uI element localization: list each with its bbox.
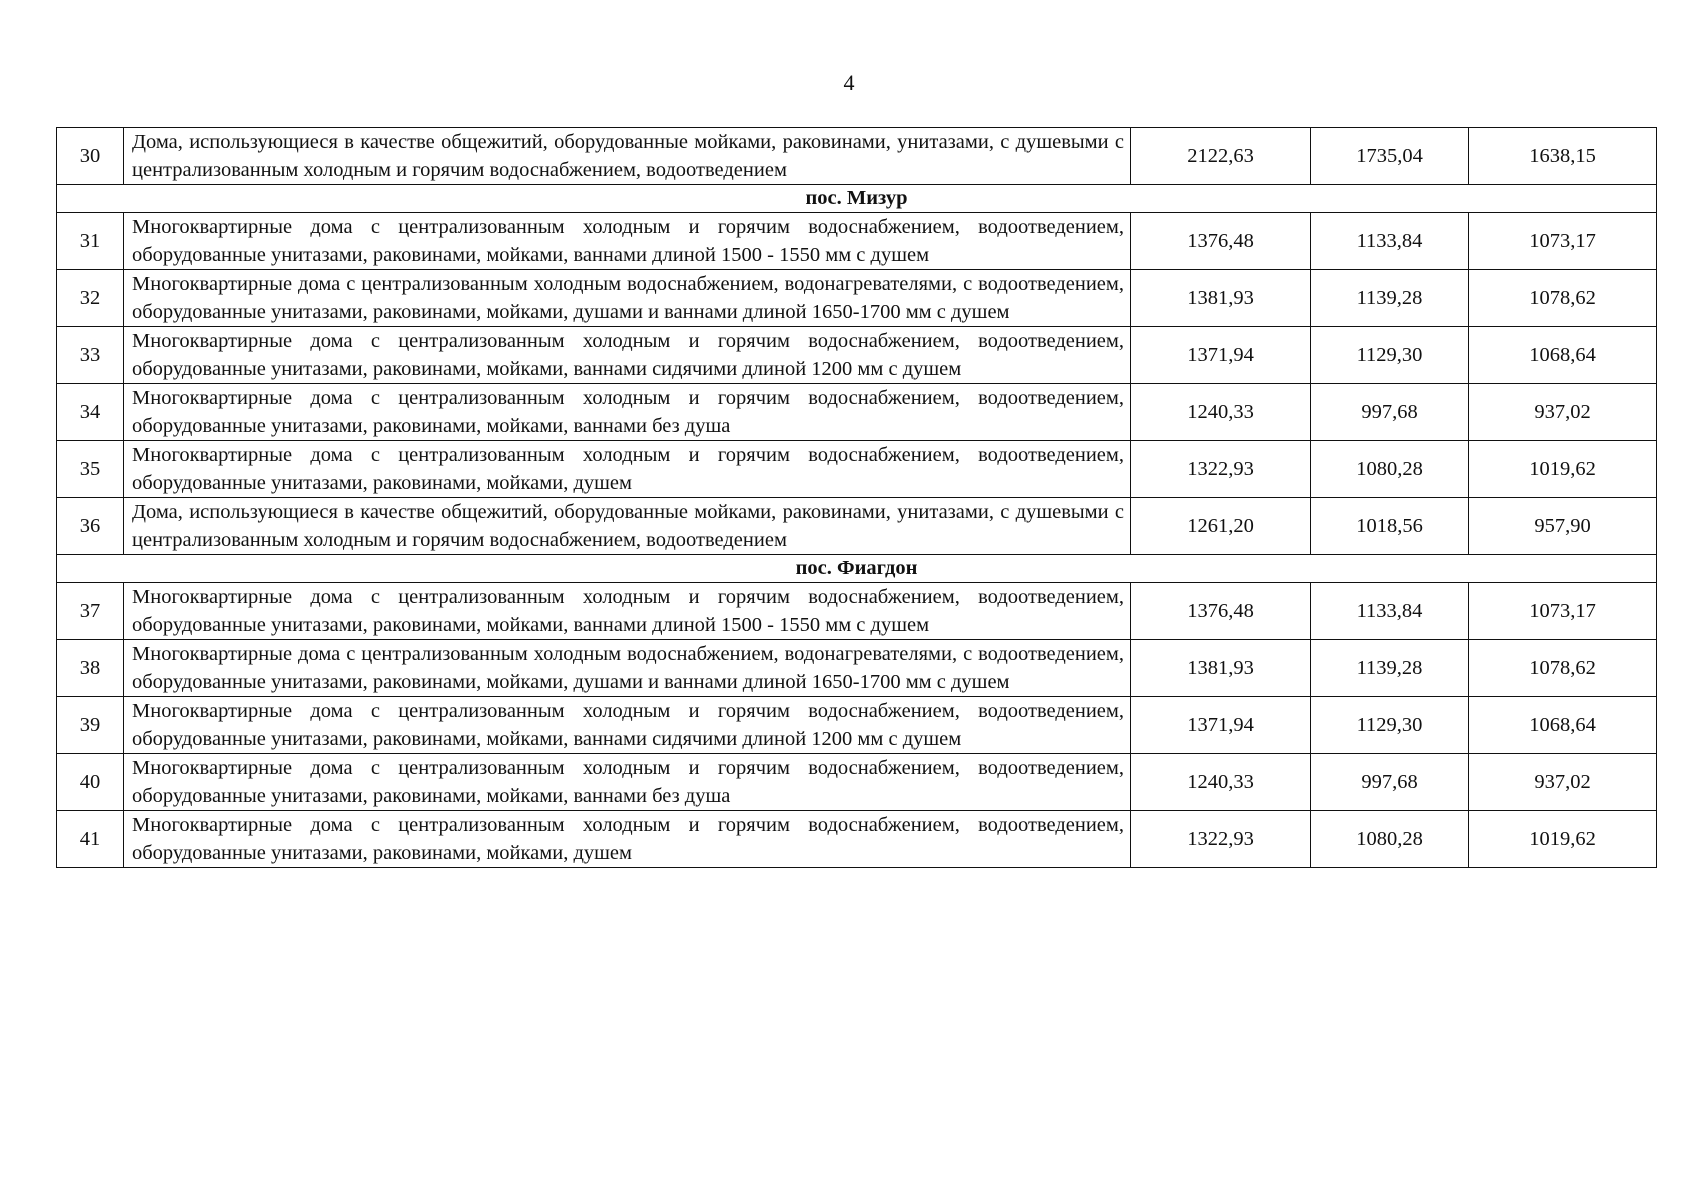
- table-row: [57, 384, 1657, 441]
- row-value-3-cell: 1068,64: [1469, 697, 1657, 754]
- table-body: [57, 128, 1657, 868]
- row-value-2-cell: 1080,28: [1311, 441, 1469, 498]
- tariff-table: [56, 127, 1657, 868]
- row-value-2-cell: 1080,28: [1311, 811, 1469, 868]
- table-row: [57, 128, 1657, 185]
- row-value-3-cell: 1078,62: [1469, 270, 1657, 327]
- row-number-cell: 32: [57, 270, 124, 327]
- row-description-cell: Многоквартирные дома с централизованным холодным и горячим водоснабжением, водоотведением, оборудованные унитазами, раковинами, мойками, ваннами длиной 1500 - 1550 мм с душем: [124, 583, 1131, 640]
- row-description-cell: Многоквартирные дома с централизованным холодным водоснабжением, водонагревателями, с водоотведением, оборудованные унитазами, раковинами, мойками, душами и ваннами длиной 1650-1700 мм с душем: [124, 270, 1131, 327]
- table-row: [57, 498, 1657, 555]
- row-value-3-cell: 937,02: [1469, 384, 1657, 441]
- row-value-1-cell: 1261,20: [1131, 498, 1311, 555]
- row-number-cell: 40: [57, 754, 124, 811]
- row-number-cell: 37: [57, 583, 124, 640]
- row-description-cell: Дома, использующиеся в качестве общежитий, оборудованные мойками, раковинами, унитазами, с душевыми с централизованным холодным и горячим водоснабжением, водоотведением: [124, 498, 1131, 555]
- row-value-3-cell: 1019,62: [1469, 811, 1657, 868]
- row-number-cell: 36: [57, 498, 124, 555]
- section-title: пос. Фиагдон: [57, 555, 1657, 583]
- row-number-cell: 30: [57, 128, 124, 185]
- row-value-3-cell: 1638,15: [1469, 128, 1657, 185]
- row-value-1-cell: 1240,33: [1131, 754, 1311, 811]
- row-value-1-cell: 1322,93: [1131, 441, 1311, 498]
- row-value-1-cell: 2122,63: [1131, 128, 1311, 185]
- table-row: [57, 811, 1657, 868]
- row-description-cell: Многоквартирные дома с централизованным холодным и горячим водоснабжением, водоотведением, оборудованные унитазами, раковинами, мойками, ваннами длиной 1500 - 1550 мм с душем: [124, 213, 1131, 270]
- row-description-cell: Многоквартирные дома с централизованным холодным и горячим водоснабжением, водоотведением, оборудованные унитазами, раковинами, мойками, душем: [124, 441, 1131, 498]
- row-value-3-cell: 1073,17: [1469, 583, 1657, 640]
- row-value-1-cell: 1371,94: [1131, 327, 1311, 384]
- row-value-1-cell: 1376,48: [1131, 583, 1311, 640]
- row-value-1-cell: 1240,33: [1131, 384, 1311, 441]
- row-value-3-cell: 1073,17: [1469, 213, 1657, 270]
- row-number-cell: 38: [57, 640, 124, 697]
- table-row: [57, 270, 1657, 327]
- table-row: [57, 583, 1657, 640]
- page-number: 4: [843, 70, 855, 95]
- row-number-cell: 33: [57, 327, 124, 384]
- row-value-2-cell: 1139,28: [1311, 270, 1469, 327]
- row-value-2-cell: 997,68: [1311, 754, 1469, 811]
- row-value-2-cell: 1139,28: [1311, 640, 1469, 697]
- table-row: [57, 754, 1657, 811]
- row-description-cell: Многоквартирные дома с централизованным холодным и горячим водоснабжением, водоотведением, оборудованные унитазами, раковинами, мойками, ваннами сидячими длиной 1200 мм с душем: [124, 327, 1131, 384]
- table-row: [57, 441, 1657, 498]
- section-header-row: [57, 185, 1657, 213]
- row-value-3-cell: 1078,62: [1469, 640, 1657, 697]
- row-number-cell: 41: [57, 811, 124, 868]
- row-description-cell: Многоквартирные дома с централизованным холодным и горячим водоснабжением, водоотведением, оборудованные унитазами, раковинами, мойками, ваннами без душа: [124, 384, 1131, 441]
- row-number-cell: 34: [57, 384, 124, 441]
- row-description-cell: Многоквартирные дома с централизованным холодным и горячим водоснабжением, водоотведением, оборудованные унитазами, раковинами, мойками, ваннами сидячими длиной 1200 мм с душем: [124, 697, 1131, 754]
- table-row: [57, 640, 1657, 697]
- table-row: [57, 697, 1657, 754]
- row-value-1-cell: 1376,48: [1131, 213, 1311, 270]
- row-number-cell: 31: [57, 213, 124, 270]
- row-value-3-cell: 957,90: [1469, 498, 1657, 555]
- row-value-1-cell: 1322,93: [1131, 811, 1311, 868]
- row-number-cell: 35: [57, 441, 124, 498]
- row-value-1-cell: 1371,94: [1131, 697, 1311, 754]
- row-value-2-cell: 1735,04: [1311, 128, 1469, 185]
- row-value-2-cell: 1133,84: [1311, 583, 1469, 640]
- row-number-cell: 39: [57, 697, 124, 754]
- row-value-3-cell: 937,02: [1469, 754, 1657, 811]
- row-value-2-cell: 1129,30: [1311, 327, 1469, 384]
- row-value-2-cell: 1129,30: [1311, 697, 1469, 754]
- row-description-cell: Многоквартирные дома с централизованным холодным водоснабжением, водонагревателями, с водоотведением, оборудованные унитазами, раковинами, мойками, душами и ваннами длиной 1650-1700 мм с душем: [124, 640, 1131, 697]
- row-value-2-cell: 997,68: [1311, 384, 1469, 441]
- section-header-row: [57, 555, 1657, 583]
- row-value-3-cell: 1068,64: [1469, 327, 1657, 384]
- table-row: [57, 213, 1657, 270]
- row-value-1-cell: 1381,93: [1131, 640, 1311, 697]
- row-description-cell: Многоквартирные дома с централизованным холодным и горячим водоснабжением, водоотведением, оборудованные унитазами, раковинами, мойками, ваннами без душа: [124, 754, 1131, 811]
- row-value-2-cell: 1133,84: [1311, 213, 1469, 270]
- row-description-cell: Дома, использующиеся в качестве общежитий, оборудованные мойками, раковинами, унитазами, с душевыми с централизованным холодным и горячим водоснабжением, водоотведением: [124, 128, 1131, 185]
- row-value-3-cell: 1019,62: [1469, 441, 1657, 498]
- table-row: [57, 327, 1657, 384]
- row-value-1-cell: 1381,93: [1131, 270, 1311, 327]
- row-description-cell: Многоквартирные дома с централизованным холодным и горячим водоснабжением, водоотведением, оборудованные унитазами, раковинами, мойками, душем: [124, 811, 1131, 868]
- row-value-2-cell: 1018,56: [1311, 498, 1469, 555]
- section-title: пос. Мизур: [57, 185, 1657, 213]
